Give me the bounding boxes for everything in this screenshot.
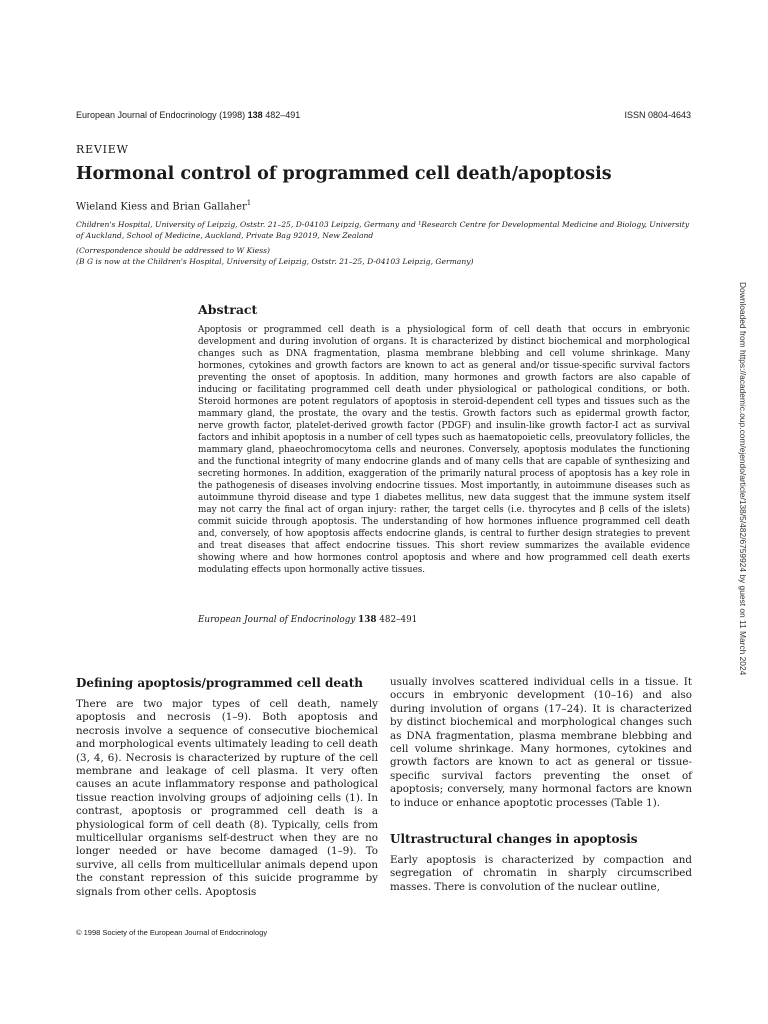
author-names: Wieland Kiess and Brian Gallaher bbox=[76, 201, 247, 213]
issn: ISSN 0804-4643 bbox=[624, 110, 691, 120]
abstract-body: Apoptosis or programmed cell death is a physiological form of cell death that occurs in embryonic development and during involution of organs. It is characterized by distinct biochemical and morphological changes such as DNA fragmentation, plasma membrane blebbing and cell volume shrinkage. Many hormones, cytokines and growth factors are known to act as general and/or tissue-specific survival factors preventing the onset of apoptosis. In addition, many hormones and growth factors are also capable of inducing or facilitating programmed cell death under physiological or pathological conditions, or both. Steroid hormones are potent regulators of apoptosis in steroid-dependent cell types and tissues such as the mammary gland, the prostate, the ovary and the testis. Growth factors such as epidermal growth factor, nerve growth factor, platelet-derived growth factor (PDGF) and insulin-like growth factor-I act as survival factors and inhibit apoptosis in a number of cell types such as haematopoietic cells, preovulatory follicles, the mammary gland, phaeochromocytoma cells and neurones. Conversely, apoptosis modulates the functioning and the functional integrity of many endocrine glands and of many cells that are capable of synthesizing and secreting hormones. In addition, exaggeration of the primarily natural process of apoptosis has a key role in the pathogenesis of diseases involving endocrine tissues. Most importantly, in autoimmune diseases such as autoimmune thyroid disease and type 1 diabetes mellitus, new data suggest that the immune system itself may not carry the final act of organ injury: rather, the target cells (i.e. thyrocytes and β cells of the islets) commit suicide through apoptosis. The understanding of how hormones influence programmed cell death and, conversely, of how apoptosis affects endocrine glands, is central to further design strategies to prevent and treat diseases that affect endocrine tissues. This short review summarizes the available evidence showing where and how hormones control apoptosis and where and how programmed cell death exerts modulating effects upon hormonally active tissues. bbox=[198, 325, 690, 575]
copyright-footer: © 1998 Society of the European Journal of Endocrinology bbox=[76, 928, 268, 937]
right-column bbox=[390, 676, 692, 894]
journal-pages: 482–491 bbox=[265, 110, 301, 120]
affiliation: Children's Hospital, University of Leipzig, Oststr. 21–25, D-04103 Leipzig, Germany and ¹Research Centre for Developmental Medicine and Biology, University of Auckland, School of Medicine, Auckland, Private Bag 92019, New Zealand bbox=[76, 220, 690, 240]
citation-pages: 482–491 bbox=[379, 615, 418, 625]
left-column-text: There are two major types of cell death, namely apoptosis and necrosis (1–9). Both apoptosis and necrosis involve a sequence of consecutive biochemical and morphological events ultimately leading to cell death (3, 4, 6). Necrosis is characterized by rupture of the cell membrane and leakage of cell plasma. It very often causes an acute inflammatory response and pathological tissue reaction involving groups of adjoining cells (1). In contrast, apoptosis or programmed cell death is a physiological form of cell death (8). Typically, cells from multicellular organisms self-destruct when they are no longer needed or have become damaged (1–9). To survive, all cells from multicellular animals depend upon the constant repression of this suicide programme by signals from other cells. Apoptosis bbox=[76, 698, 378, 898]
citation-volume: 138 bbox=[358, 615, 377, 625]
section-heading-defining: Defining apoptosis/programmed cell death bbox=[76, 676, 364, 690]
article-title: Hormonal control of programmed cell death/apoptosis bbox=[76, 164, 612, 184]
authors bbox=[76, 197, 696, 213]
section-heading-ultrastructural: Ultrastructural changes in apoptosis bbox=[390, 832, 638, 847]
section-label: REVIEW bbox=[76, 143, 129, 156]
correspondence-note: (Correspondence should be addressed to W Kiess) bbox=[76, 246, 270, 255]
citation bbox=[198, 614, 690, 626]
left-column bbox=[76, 676, 378, 899]
right-column-text-1: usually involves scattered individual cells in a tissue. It occurs in embryonic development (10–16) and also during involution of organs (17–24). It is characterized by distinct biochemical and morphological changes such as DNA fragmentation, plasma membrane blebbing and cell volume shrinkage. Many hormones, cytokines and growth factors are known to act as general or tissue-specific survival factors preventing the onset of apoptosis; conversely, many hormonal factors are known to induce or enhance apoptotic processes (Table 1). bbox=[390, 676, 692, 809]
journal-year: European Journal of Endocrinology (1998) bbox=[76, 110, 246, 120]
citation-journal: European Journal of Endocrinology bbox=[198, 615, 356, 625]
address-note: (B G is now at the Children's Hospital, University of Leipzig, Oststr. 21–25, D-04103 Leipzig, Germany) bbox=[76, 257, 474, 266]
journal-volume: 138 bbox=[247, 110, 263, 120]
download-notice: Downloaded from https://academic.oup.com/ejendo/article/138/5/482/6759924 by guest on 11 March 2024 bbox=[738, 282, 748, 676]
abstract-heading: Abstract bbox=[198, 302, 258, 317]
right-column-text-2: Early apoptosis is characterized by compaction and segregation of chromatin in sharply circumscribed masses. There is convolution of the nuclear outline, bbox=[390, 854, 692, 893]
running-head-journal bbox=[76, 109, 300, 121]
author-footnote-mark: 1 bbox=[246, 199, 252, 207]
